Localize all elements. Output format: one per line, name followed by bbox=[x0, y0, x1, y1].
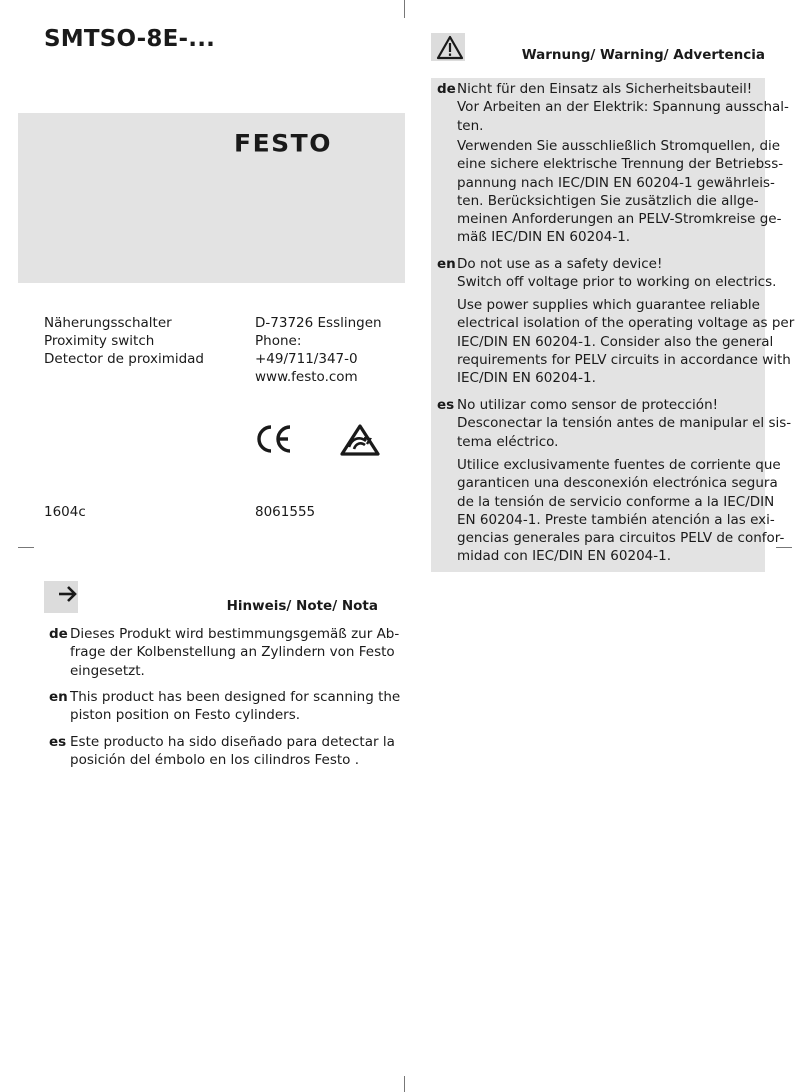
text-line: Desconectar la tensión antes de manipular el sis- bbox=[457, 415, 792, 432]
text-line: eingesetzt. bbox=[70, 662, 145, 679]
text-line: meinen Anforderungen an PELV-Stromkreise ge- bbox=[457, 211, 782, 228]
warning-es-p1 bbox=[457, 396, 791, 451]
text-line: Use power supplies which guarantee reliable bbox=[457, 297, 760, 313]
warning-triangle-icon bbox=[431, 33, 465, 61]
warning-en-p1 bbox=[457, 255, 776, 292]
warning-icon-box bbox=[431, 33, 465, 61]
text-line: de la tensión de servicio conforme a la IEC/DIN bbox=[457, 493, 775, 510]
text-line: IEC/DIN EN 60204-1. bbox=[457, 370, 596, 387]
brand-banner bbox=[18, 113, 405, 283]
text-line: This product has been designed for scanning the bbox=[70, 689, 401, 705]
text-line: Do not use as a safety device! bbox=[457, 256, 663, 272]
address-web: www.festo.com bbox=[255, 369, 358, 385]
text-line: Switch off voltage prior to working on electrics. bbox=[457, 274, 777, 291]
note-lang-de: de bbox=[49, 626, 68, 642]
note-icon-box bbox=[44, 581, 78, 613]
text-line: electrical isolation of the operating voltage as per bbox=[457, 315, 795, 332]
festo-logo: FESTO bbox=[234, 129, 332, 158]
part-number: 8061555 bbox=[255, 504, 316, 520]
text-line: Nicht für den Einsatz als Sicherheitsbauteil! bbox=[457, 81, 753, 97]
text-line: midad con IEC/DIN EN 60204-1. bbox=[457, 548, 672, 565]
text-line: posición del émbolo en los cilindros Festo . bbox=[70, 752, 360, 769]
text-line: Utilice exclusivamente fuentes de corriente que bbox=[457, 457, 781, 473]
warning-lang-de: de bbox=[437, 81, 456, 97]
text-line: gencias generales para circuitos PELV de confor- bbox=[457, 530, 785, 547]
warning-lang-es: es bbox=[437, 397, 455, 413]
text-line: mäß IEC/DIN EN 60204-1. bbox=[457, 229, 631, 246]
page-title: SMTSO-8E-... bbox=[44, 26, 216, 52]
product-name-en: Proximity switch bbox=[44, 333, 155, 349]
warning-de-p1 bbox=[457, 80, 789, 135]
fold-mark-top bbox=[404, 0, 405, 18]
product-names bbox=[44, 314, 204, 368]
warning-en-p2 bbox=[457, 296, 794, 387]
text-line: Este producto ha sido diseñado para detectar la bbox=[70, 734, 395, 750]
address-phone: +49/711/347-0 bbox=[255, 351, 358, 367]
text-line: EN 60204-1. Preste también atención a las exi- bbox=[457, 511, 775, 528]
text-line: piston position on Festo cylinders. bbox=[70, 707, 301, 724]
product-name-de: Näherungsschalter bbox=[44, 315, 172, 331]
fold-mark-left bbox=[18, 547, 34, 548]
note-lang-en: en bbox=[49, 689, 68, 705]
text-line: IEC/DIN EN 60204-1. Consider also the general bbox=[457, 333, 774, 350]
text-line: garanticen una desconexión electrónica segura bbox=[457, 475, 778, 492]
note-en-text bbox=[70, 688, 400, 725]
address-phone-label: Phone: bbox=[255, 333, 302, 349]
document-version: 1604c bbox=[44, 504, 86, 520]
text-line: ten. bbox=[457, 117, 484, 134]
note-lang-es: es bbox=[49, 734, 67, 750]
text-line: ten. Berücksichtigen Sie zusätzlich die allge- bbox=[457, 192, 759, 209]
note-de-text bbox=[70, 625, 399, 680]
warning-lang-en: en bbox=[437, 256, 456, 272]
text-line: Vor Arbeiten an der Elektrik: Spannung ausschal- bbox=[457, 99, 789, 116]
warning-es-p2 bbox=[457, 456, 784, 566]
warning-heading: Warnung/ Warning/ Advertencia bbox=[521, 47, 765, 63]
rcm-icon bbox=[340, 424, 380, 456]
address bbox=[255, 314, 382, 386]
text-line: Dieses Produkt wird bestimmungsgemäß zur Ab- bbox=[70, 626, 400, 642]
arrow-right-icon bbox=[44, 581, 78, 613]
text-line: requirements for PELV circuits in accordance with bbox=[457, 351, 791, 368]
text-line: pannung nach IEC/DIN EN 60204-1 gewährleis- bbox=[457, 174, 775, 191]
text-line: tema eléctrico. bbox=[457, 433, 559, 450]
text-line: frage der Kolbenstellung an Zylindern von Festo bbox=[70, 644, 395, 661]
text-line: Verwenden Sie ausschließlich Stromquellen, die bbox=[457, 138, 781, 154]
product-name-es: Detector de proximidad bbox=[44, 351, 205, 367]
address-city: D-73726 Esslingen bbox=[255, 315, 382, 331]
text-line: eine sichere elektrische Trennung der Betriebss- bbox=[457, 156, 784, 173]
warning-de-p2 bbox=[457, 137, 783, 247]
fold-mark-bottom bbox=[404, 1076, 405, 1092]
note-heading: Hinweis/ Note/ Nota bbox=[226, 598, 378, 614]
ce-mark-icon bbox=[255, 424, 293, 454]
text-line: No utilizar como sensor de protección! bbox=[457, 397, 719, 413]
note-es-text bbox=[70, 733, 395, 770]
